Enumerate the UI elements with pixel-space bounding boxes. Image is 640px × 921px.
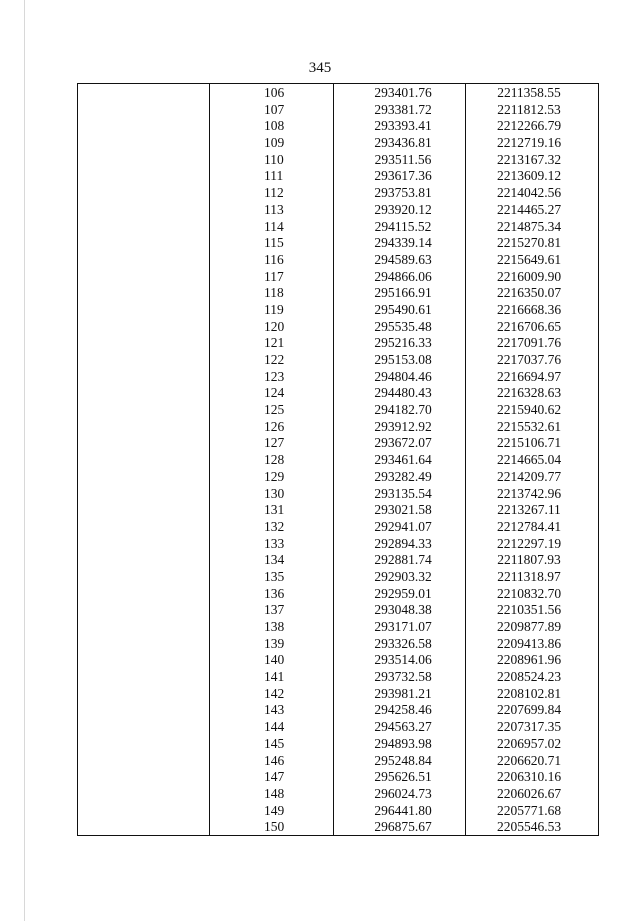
table-row	[78, 102, 598, 119]
y-coordinate: 2216668.36	[496, 301, 562, 317]
y-coordinate: 2213267.11	[497, 502, 561, 518]
x-coordinate: 293981.21	[374, 685, 432, 701]
table-row	[78, 269, 598, 286]
point-number: 121	[264, 335, 285, 351]
y-coordinate: 2214665.04	[496, 452, 562, 468]
x-coordinate: 292941.07	[374, 518, 432, 534]
table-row	[78, 168, 598, 185]
point-number: 118	[264, 285, 284, 301]
table-row	[78, 586, 598, 603]
x-coordinate: 293135.54	[374, 485, 432, 501]
table-row	[78, 519, 598, 536]
table-row	[78, 235, 598, 252]
point-number: 137	[264, 602, 285, 618]
point-number: 129	[264, 468, 285, 484]
x-coordinate: 294182.70	[374, 402, 432, 418]
y-coordinate: 2208524.23	[496, 669, 562, 685]
y-coordinate: 2215106.71	[496, 435, 562, 451]
point-number: 125	[264, 402, 285, 418]
x-coordinate: 292903.32	[374, 568, 432, 584]
point-number: 107	[264, 101, 285, 117]
table-row	[78, 669, 598, 686]
x-coordinate: 294893.98	[374, 735, 432, 751]
y-coordinate: 2217091.76	[496, 335, 562, 351]
point-number: 134	[264, 552, 285, 568]
table-row	[78, 786, 598, 803]
y-coordinate: 2216694.97	[496, 368, 562, 384]
x-coordinate: 293912.92	[374, 418, 432, 434]
table-row	[78, 369, 598, 386]
y-coordinate: 2212719.16	[496, 135, 562, 151]
table-row	[78, 619, 598, 636]
x-coordinate: 295535.48	[374, 318, 432, 334]
x-coordinate: 295490.61	[374, 301, 432, 317]
y-coordinate: 2213742.96	[496, 485, 562, 501]
x-coordinate: 293436.81	[374, 135, 432, 151]
x-coordinate: 294339.14	[374, 235, 432, 251]
point-number: 119	[264, 301, 284, 317]
x-coordinate: 293393.41	[374, 118, 432, 134]
x-coordinate: 293381.72	[374, 101, 432, 117]
table-row	[78, 352, 598, 369]
table-row	[78, 252, 598, 269]
y-coordinate: 2209877.89	[496, 619, 562, 634]
x-coordinate: 295248.84	[374, 752, 432, 768]
x-coordinate: 294115.52	[374, 218, 432, 234]
table-row	[78, 202, 598, 219]
y-coordinate: 2210351.56	[496, 602, 562, 618]
x-coordinate: 294589.63	[374, 251, 432, 267]
point-number: 138	[264, 619, 285, 634]
y-coordinate: 2206026.67	[496, 785, 562, 801]
coordinate-table	[77, 83, 599, 836]
point-number: 148	[264, 785, 285, 801]
point-number: 108	[264, 118, 285, 134]
x-coordinate: 293021.58	[374, 502, 432, 518]
point-number: 142	[264, 685, 285, 701]
table-row	[78, 819, 598, 836]
y-coordinate: 2207699.84	[496, 702, 562, 718]
table-row	[78, 452, 598, 469]
table-row	[78, 502, 598, 519]
table-row	[78, 219, 598, 236]
x-coordinate: 296441.80	[374, 802, 432, 818]
table-row	[78, 152, 598, 169]
table-row	[78, 753, 598, 770]
y-coordinate: 2215532.61	[496, 418, 562, 434]
point-number: 114	[264, 218, 284, 234]
y-coordinate: 2212784.41	[496, 518, 562, 534]
y-coordinate: 2206310.16	[496, 769, 562, 785]
table-row	[78, 469, 598, 486]
table-row	[78, 536, 598, 553]
x-coordinate: 293048.38	[374, 602, 432, 618]
x-coordinate: 293326.58	[374, 635, 432, 651]
point-number: 127	[264, 435, 285, 451]
table-row	[78, 419, 598, 436]
x-coordinate: 294258.46	[374, 702, 432, 718]
table-body	[78, 85, 598, 836]
table-row	[78, 185, 598, 202]
y-coordinate: 2213167.32	[496, 151, 562, 167]
y-coordinate: 2208961.96	[496, 652, 562, 668]
y-coordinate: 2211318.97	[497, 568, 561, 584]
x-coordinate: 293401.76	[374, 85, 432, 100]
x-coordinate: 293617.36	[374, 168, 432, 184]
y-coordinate: 2214042.56	[496, 185, 562, 201]
point-number: 135	[264, 568, 285, 584]
point-number: 131	[264, 502, 285, 518]
y-coordinate: 2212297.19	[496, 535, 562, 551]
point-number: 145	[264, 735, 285, 751]
x-coordinate: 293511.56	[374, 151, 432, 167]
x-coordinate: 296024.73	[374, 785, 432, 801]
point-number: 147	[264, 769, 285, 785]
table-row	[78, 636, 598, 653]
y-coordinate: 2216328.63	[496, 385, 562, 401]
point-number: 106	[264, 85, 285, 100]
y-coordinate: 2213609.12	[496, 168, 562, 184]
x-coordinate: 295153.08	[374, 352, 432, 367]
x-coordinate: 293672.07	[374, 435, 432, 451]
x-coordinate: 292881.74	[374, 552, 432, 568]
x-coordinate: 294480.43	[374, 385, 432, 401]
x-coordinate: 295216.33	[374, 335, 432, 351]
table-row	[78, 435, 598, 452]
point-number: 120	[264, 318, 285, 334]
table-row	[78, 402, 598, 419]
point-number: 130	[264, 485, 285, 501]
point-number: 122	[264, 352, 285, 367]
table-row	[78, 652, 598, 669]
y-coordinate: 2216350.07	[496, 285, 562, 301]
y-coordinate: 2212266.79	[496, 118, 562, 134]
point-number: 139	[264, 635, 285, 651]
point-number: 144	[264, 719, 285, 735]
y-coordinate: 2206957.02	[496, 735, 562, 751]
table-row	[78, 719, 598, 736]
point-number: 112	[264, 185, 284, 201]
point-number: 136	[264, 585, 285, 601]
table-row	[78, 302, 598, 319]
table-row	[78, 803, 598, 820]
table-row	[78, 486, 598, 503]
x-coordinate: 295626.51	[374, 769, 432, 785]
x-coordinate: 293920.12	[374, 201, 432, 217]
y-coordinate: 2205546.53	[496, 819, 562, 835]
point-number: 111	[264, 168, 284, 184]
page-number: 345	[308, 60, 332, 76]
scan-edge	[24, 0, 25, 921]
y-coordinate: 2207317.35	[496, 719, 562, 735]
x-coordinate: 293282.49	[374, 468, 432, 484]
x-coordinate: 293753.81	[374, 185, 432, 201]
point-number: 123	[264, 368, 285, 384]
y-coordinate: 2215649.61	[496, 251, 562, 267]
y-coordinate: 2211807.93	[497, 552, 561, 568]
x-coordinate: 296875.67	[374, 819, 432, 835]
y-coordinate: 2217037.76	[496, 352, 562, 367]
table-row	[78, 319, 598, 336]
point-number: 143	[264, 702, 285, 718]
y-coordinate: 2211358.55	[497, 85, 561, 100]
table-row	[78, 135, 598, 152]
table-row	[78, 335, 598, 352]
x-coordinate: 295166.91	[374, 285, 432, 301]
point-number: 150	[264, 819, 285, 835]
table-row	[78, 702, 598, 719]
table-row	[78, 736, 598, 753]
y-coordinate: 2211812.53	[497, 101, 561, 117]
point-number: 116	[264, 251, 284, 267]
y-coordinate: 2215270.81	[496, 235, 562, 251]
point-number: 110	[264, 151, 284, 167]
point-number: 128	[264, 452, 285, 468]
y-coordinate: 2214465.27	[496, 201, 562, 217]
x-coordinate: 293732.58	[374, 669, 432, 685]
x-coordinate: 292894.33	[374, 535, 432, 551]
point-number: 109	[264, 135, 285, 151]
point-number: 146	[264, 752, 285, 768]
x-coordinate: 292959.01	[374, 585, 432, 601]
point-number: 117	[264, 268, 284, 284]
point-number: 126	[264, 418, 285, 434]
x-coordinate: 294866.06	[374, 268, 432, 284]
x-coordinate: 293461.64	[374, 452, 432, 468]
point-number: 140	[264, 652, 285, 668]
table-row	[78, 285, 598, 302]
x-coordinate: 294804.46	[374, 368, 432, 384]
table-row	[78, 118, 598, 135]
point-number: 133	[264, 535, 285, 551]
y-coordinate: 2206620.71	[496, 752, 562, 768]
x-coordinate: 293171.07	[374, 619, 432, 634]
point-number: 124	[264, 385, 285, 401]
point-number: 115	[264, 235, 284, 251]
y-coordinate: 2209413.86	[496, 635, 562, 651]
y-coordinate: 2214875.34	[496, 218, 562, 234]
point-number: 113	[264, 201, 284, 217]
y-coordinate: 2216009.90	[496, 268, 562, 284]
y-coordinate: 2210832.70	[496, 585, 562, 601]
table-row	[78, 552, 598, 569]
y-coordinate: 2214209.77	[496, 468, 562, 484]
table-row	[78, 686, 598, 703]
y-coordinate: 2208102.81	[496, 685, 562, 701]
table-row	[78, 602, 598, 619]
x-coordinate: 294563.27	[374, 719, 432, 735]
table-row	[78, 385, 598, 402]
y-coordinate: 2215940.62	[496, 402, 562, 418]
y-coordinate: 2216706.65	[496, 318, 562, 334]
table-row	[78, 769, 598, 786]
x-coordinate: 293514.06	[374, 652, 432, 668]
y-coordinate: 2205771.68	[496, 802, 562, 818]
table-row	[78, 85, 598, 102]
point-number: 132	[264, 518, 285, 534]
point-number: 149	[264, 802, 285, 818]
point-number: 141	[264, 669, 285, 685]
table-row	[78, 569, 598, 586]
